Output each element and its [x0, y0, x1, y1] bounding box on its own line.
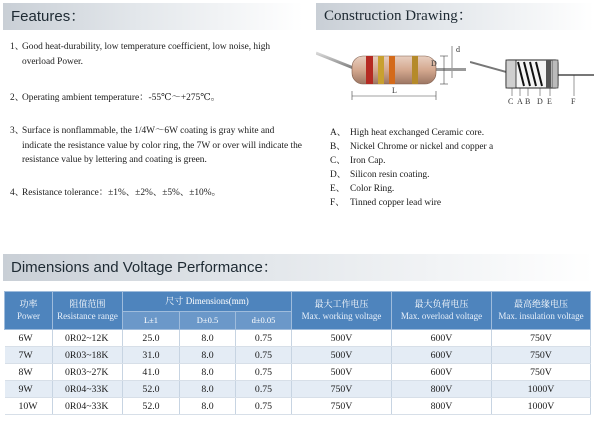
- color-ring: [366, 56, 373, 84]
- table-cell: 0R02~12K: [53, 330, 123, 347]
- lead-wire-right: [434, 68, 466, 71]
- table-cell: 600V: [392, 364, 492, 381]
- table-row: [5, 330, 591, 347]
- part-label-C: C: [508, 97, 514, 106]
- table-cell: 500V: [292, 364, 392, 381]
- iron-cap: [506, 60, 516, 88]
- feature-item: 4、 Resistance tolerance：±1%、±2%、±5%、±10%。: [10, 188, 221, 198]
- table-row: [5, 347, 591, 364]
- table-cell: 0.75: [236, 381, 292, 398]
- color-ring: [378, 56, 384, 84]
- table-cell: 500V: [292, 347, 392, 364]
- table-cell: 600V: [392, 347, 492, 364]
- table-row: [5, 381, 591, 398]
- part-label-F: F: [571, 97, 576, 106]
- table-cell: 0R03~18K: [53, 347, 123, 364]
- legend-item: D、 Silicon resin coating.: [330, 170, 430, 180]
- table-cell: 750V: [492, 347, 591, 364]
- header-resistance-range: 阻值范围 Resistance range: [53, 292, 123, 330]
- table-cell: 750V: [492, 330, 591, 347]
- table-cell: 41.0: [123, 364, 180, 381]
- table-row: [5, 364, 591, 381]
- header-max-insulation-voltage: 最高绝缘电压 Max. insulation voltage: [492, 292, 591, 330]
- table-cell: 31.0: [123, 347, 180, 364]
- table-cell: 750V: [292, 381, 392, 398]
- table-cell: 600V: [392, 330, 492, 347]
- dimension-d: d: [456, 45, 460, 54]
- header-dimensions: 尺寸 Dimensions(mm): [123, 292, 292, 312]
- resistor-cutaway-drawing: [470, 42, 595, 122]
- table-cell: 8.0: [180, 381, 236, 398]
- table-cell: 0.75: [236, 330, 292, 347]
- feature-item: 1、 Good heat-durability, low temperature coefficient, low noise, high overload Power.: [10, 42, 271, 67]
- table-cell: 0.75: [236, 364, 292, 381]
- resistor-external-drawing: [316, 36, 466, 118]
- header-lead-diameter: d±0.05: [236, 312, 292, 330]
- table-row: [5, 398, 591, 415]
- table-cell: 0.75: [236, 398, 292, 415]
- table-cell: 0R04~33K: [53, 381, 123, 398]
- table-cell: 7W: [5, 347, 53, 364]
- part-label-A: A: [517, 97, 523, 106]
- color-ring: [412, 56, 418, 84]
- table-cell: 10W: [5, 398, 53, 415]
- table-cell: 8.0: [180, 347, 236, 364]
- features-header: Features：: [3, 3, 303, 30]
- table-cell: 8.0: [180, 364, 236, 381]
- table-cell: 800V: [392, 381, 492, 398]
- legend-item: F、 Tinned copper lead wire: [330, 198, 442, 208]
- part-label-E: E: [547, 97, 552, 106]
- table-cell: 1000V: [492, 398, 591, 415]
- part-label-D: D: [537, 97, 543, 106]
- legend-item: B、 Nickel Chrome or nickel and copper a: [330, 142, 494, 152]
- dimension-D: D: [431, 59, 437, 68]
- header-power: 功率 Power: [5, 292, 53, 330]
- header-diameter: D±0.5: [180, 312, 236, 330]
- table-cell: 750V: [492, 364, 591, 381]
- legend-item: E、 Color Ring.: [330, 184, 395, 194]
- feature-item: 2、 Operating ambient temperature：-55℃～+275℃。: [10, 93, 221, 103]
- legend-item: A、 High heat exchanged Ceramic core.: [330, 128, 485, 138]
- table-cell: 1000V: [492, 381, 591, 398]
- table-cell: 52.0: [123, 381, 180, 398]
- header-max-overload-voltage: 最大负荷电压 Max. overload voltage: [392, 292, 492, 330]
- lead-wire-left: [316, 53, 356, 69]
- color-ring: [389, 56, 395, 84]
- table-cell: 750V: [292, 398, 392, 415]
- lead-wire-left: [470, 62, 510, 73]
- table-cell: 52.0: [123, 398, 180, 415]
- table-cell: 8.0: [180, 330, 236, 347]
- part-label-B: B: [525, 97, 531, 106]
- table-cell: 0R03~27K: [53, 364, 123, 381]
- dimension-L: L: [392, 86, 397, 95]
- header-max-working-voltage: 最大工作电压 Max. working voltage: [292, 292, 392, 330]
- table-cell: 9W: [5, 381, 53, 398]
- feature-item: 3、 Surface is nonflammable, the 1/4W～6W coating is gray white and indicate the resistance value by color ring, the 7W or over will indicate the resistance value by lettering and coating is green.: [10, 126, 302, 165]
- iron-cap: [552, 60, 558, 88]
- table-cell: 500V: [292, 330, 392, 347]
- construction-header: Construction Drawing：: [316, 3, 594, 30]
- table-cell: 8W: [5, 364, 53, 381]
- dimensions-header: Dimensions and Voltage Performance：: [3, 254, 594, 281]
- table-cell: 6W: [5, 330, 53, 347]
- table-cell: 800V: [392, 398, 492, 415]
- color-ring: [546, 60, 551, 88]
- table-cell: 0R04~33K: [53, 398, 123, 415]
- table-cell: 0.75: [236, 347, 292, 364]
- table-cell: 8.0: [180, 398, 236, 415]
- table-cell: 25.0: [123, 330, 180, 347]
- dimensions-table: [4, 291, 591, 415]
- header-length: L±1: [123, 312, 180, 330]
- legend-item: C、 Iron Cap.: [330, 156, 386, 166]
